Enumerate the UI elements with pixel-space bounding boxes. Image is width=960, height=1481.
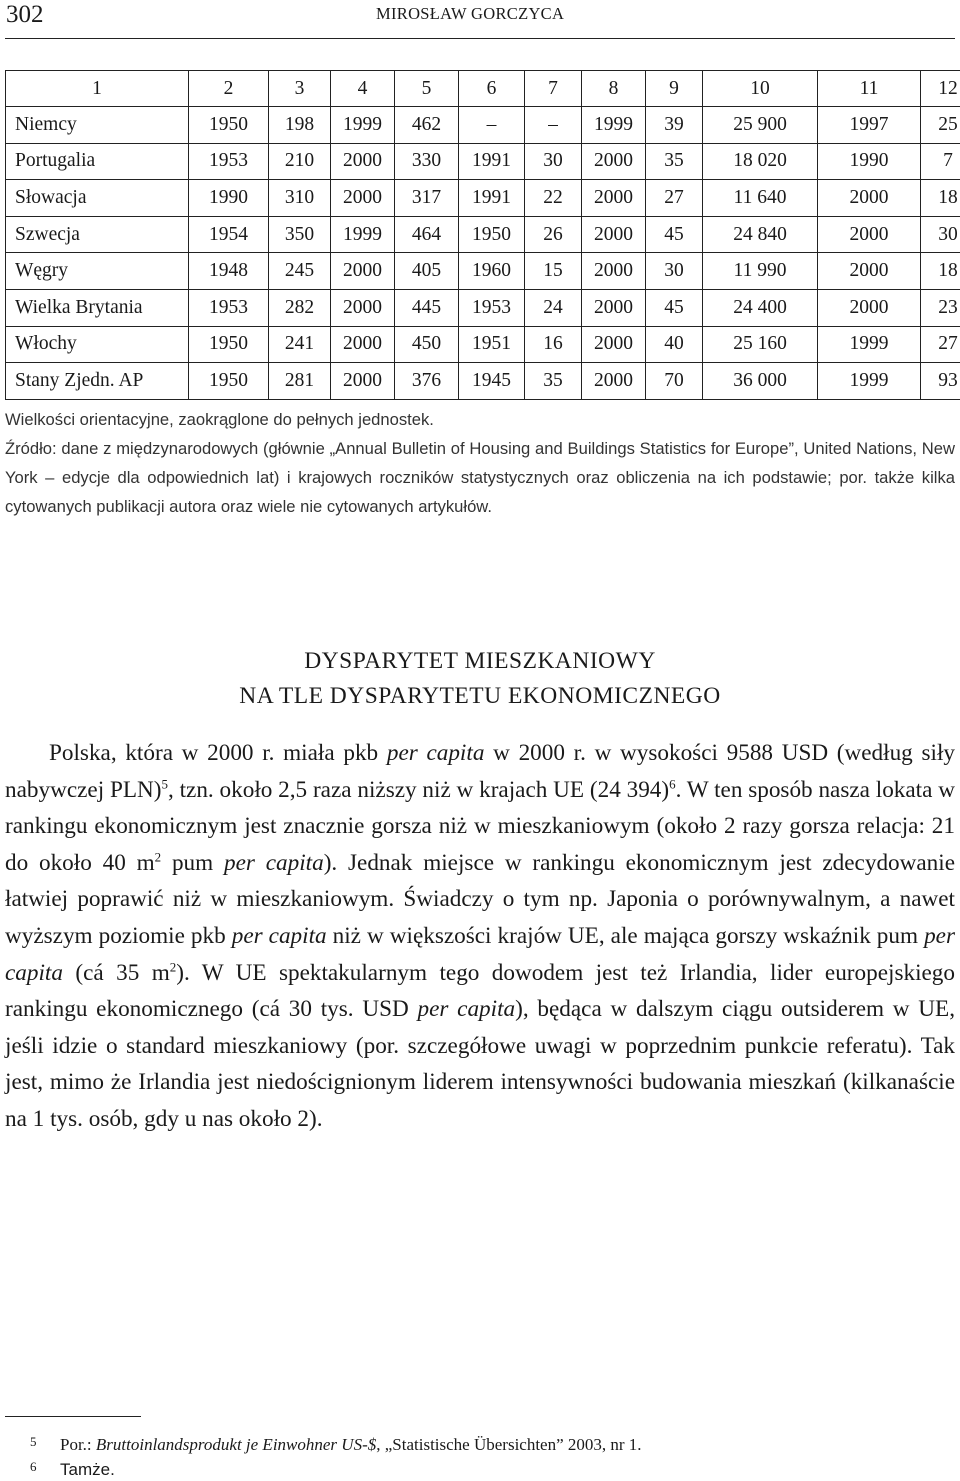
table-cell: 1950 (459, 216, 525, 253)
table-header-row (6, 71, 960, 107)
table-cell: 25 900 (703, 107, 818, 144)
table-cell: 4 (331, 71, 395, 107)
table-cell: 1999 (331, 216, 395, 253)
table-cell: 1999 (331, 107, 395, 144)
page-header (0, 0, 960, 40)
table-cell: 2000 (582, 253, 646, 290)
table-cell: 2 (189, 71, 269, 107)
table-cell: 310 (269, 180, 331, 217)
table-cell: 22 (525, 180, 582, 217)
table-cell: 2000 (582, 289, 646, 326)
body-paragraph: Polska, która w 2000 r. miała pkb per capita w 2000 r. w wysokości 9588 USD (według siły nabywczej PLN)$^5$, tzn. około 2,5 raza niższy niż w krajach UE (24 394)$^6$. W ten sposób nasza lokata w rankingu ekonomicznym jest znacznie gorsza niż w mieszkaniowym (około 2 razy gorsza relacja: 21 do około 40 $m^2$ pum per capita). Jednak miejsce w rankingu ekonomicznym jest zdecydowanie łatwiej poprawić niż w mieszkaniowym. Świadczy o tym np. Japonia o porównywalnym, a nawet wyższym poziomie pkb per capita niż w większości krajów UE, ale mająca gorszy wskaźnik pum per capita (cá 35 $m^2$). W UE spektakularnym tego dowodem jest też Irlandia, lider europejskiego rankingu ekonomicznego (cá 30 tys. USD per capita), będąca w dalszym ciągu outsiderem w UE, jeśli idzie o standard mieszkaniowy (por. szczegółowe uwagi w poprzednim punkcie referatu). Tak jest, mimo że Irlandia jest niedoścignionym liderem intensywności budowania mieszkań (kilkanaście na 1 tys. osób, gdy u nas około 2). (5, 740, 955, 1132)
table-cell: 241 (269, 326, 331, 363)
table-cell: 27 (646, 180, 703, 217)
footnote-5: 5 Por.: Bruttoinlandsprodukt je Einwohner US-$, „Statistische Übersichten” 2003, nr 1. (30, 1434, 642, 1454)
section-title-line-1: DYSPARYTET MIESZKANIOWY (304, 648, 656, 674)
table-cell: 282 (269, 289, 331, 326)
table-cell: 2000 (331, 363, 395, 400)
table-cell: 8 (582, 71, 646, 107)
table-cell: 7 (525, 71, 582, 107)
country-cell: Niemcy (6, 107, 189, 144)
country-cell: Stany Zjedn. AP (6, 363, 189, 400)
table-cell: 1999 (582, 107, 646, 144)
table-cell: 25 (921, 107, 960, 144)
table-cell: 1960 (459, 253, 525, 290)
table-cell: 24 840 (703, 216, 818, 253)
page-number: 302 (6, 1, 44, 28)
table-cell: 15 (525, 253, 582, 290)
table-cell: 1999 (818, 363, 921, 400)
table-cell: 1950 (189, 326, 269, 363)
table-cell: 7 (921, 143, 960, 180)
table-cell: 24 (525, 289, 582, 326)
table-cell: 39 (646, 107, 703, 144)
table-cell: 376 (395, 363, 459, 400)
table-row (6, 326, 960, 363)
country-cell: Wielka Brytania (6, 289, 189, 326)
section-title-line-2: NA TLE DYSPARYTETU EKONOMICZNEGO (239, 683, 721, 709)
table-row (6, 363, 960, 400)
table-cell: 23 (921, 289, 960, 326)
statistics-table (5, 70, 960, 400)
table-cell: 2000 (582, 180, 646, 217)
running-head: MIROSŁAW GORCZYCA (376, 4, 565, 23)
table-cell: 2000 (582, 216, 646, 253)
table-cell: 1991 (459, 180, 525, 217)
table-cell: 405 (395, 253, 459, 290)
table-cell: 2000 (331, 289, 395, 326)
footnote-rule (5, 1416, 141, 1417)
table-cell: 2000 (582, 143, 646, 180)
table-cell: 245 (269, 253, 331, 290)
table-cell: 2000 (331, 253, 395, 290)
table-cell: 2000 (331, 326, 395, 363)
table-cell: 198 (269, 107, 331, 144)
table-cell: 2000 (331, 180, 395, 217)
table-cell: 1999 (818, 326, 921, 363)
table-cell: 1953 (189, 143, 269, 180)
footnote-ref-6[interactable]: 6 (669, 775, 676, 791)
table-cell: 24 400 (703, 289, 818, 326)
country-cell: Włochy (6, 326, 189, 363)
table-cell: 2000 (818, 216, 921, 253)
table-cell: 1953 (189, 289, 269, 326)
table-cell: 18 (921, 180, 960, 217)
table-cell: 1990 (189, 180, 269, 217)
table-cell: 30 (525, 143, 582, 180)
table-cell: 35 (525, 363, 582, 400)
table-row (6, 107, 960, 144)
table-cell: 1953 (459, 289, 525, 326)
table-cell: 45 (646, 289, 703, 326)
table-cell: 281 (269, 363, 331, 400)
table-cell: – (459, 107, 525, 144)
table-cell: 93 (921, 363, 960, 400)
table-cell: 1945 (459, 363, 525, 400)
table-cell: 36 000 (703, 363, 818, 400)
table-cell: 2000 (582, 326, 646, 363)
table-cell: 12 (921, 71, 960, 107)
table-cell: 30 (921, 216, 960, 253)
table-cell: 445 (395, 289, 459, 326)
table-cell: 1 (6, 71, 189, 107)
table-cell: 70 (646, 363, 703, 400)
table-cell: 1991 (459, 143, 525, 180)
table-cell: 1951 (459, 326, 525, 363)
table-cell: 16 (525, 326, 582, 363)
table-cell: 30 (646, 253, 703, 290)
table-cell: 450 (395, 326, 459, 363)
table-row (6, 143, 960, 180)
table-cell: 3 (269, 71, 331, 107)
table-cell: 5 (395, 71, 459, 107)
table-cell: 2000 (818, 253, 921, 290)
table-cell: 11 640 (703, 180, 818, 217)
country-cell: Portugalia (6, 143, 189, 180)
table-cell: 45 (646, 216, 703, 253)
table-cell: 2000 (818, 289, 921, 326)
table-cell: 9 (646, 71, 703, 107)
table-cell: 2000 (331, 143, 395, 180)
footnote-ref-5[interactable]: 5 (161, 775, 168, 791)
table-cell: 27 (921, 326, 960, 363)
table-cell: 350 (269, 216, 331, 253)
table-row (6, 216, 960, 253)
table-cell: 18 020 (703, 143, 818, 180)
country-cell: Słowacja (6, 180, 189, 217)
table-cell: 25 160 (703, 326, 818, 363)
table-cell: 10 (703, 71, 818, 107)
table-cell: 1997 (818, 107, 921, 144)
table-row (6, 180, 960, 217)
header-rule (5, 38, 955, 39)
table-cell: 1990 (818, 143, 921, 180)
table-cell: 1948 (189, 253, 269, 290)
footnote-6: 6 Tamże. (30, 1459, 115, 1479)
country-cell: Węgry (6, 253, 189, 290)
table-row (6, 289, 960, 326)
table-cell: 2000 (818, 180, 921, 217)
table-row (6, 253, 960, 290)
table-note: Wielkości orientacyjne, zaokrąglone do pełnych jednostek. (5, 410, 434, 429)
table-cell: 317 (395, 180, 459, 217)
table-cell: 210 (269, 143, 331, 180)
table-cell: 35 (646, 143, 703, 180)
table-cell: 18 (921, 253, 960, 290)
table-cell: 330 (395, 143, 459, 180)
table-cell: 40 (646, 326, 703, 363)
country-cell: Szwecja (6, 216, 189, 253)
table-cell: – (525, 107, 582, 144)
table-cell: 6 (459, 71, 525, 107)
table-cell: 464 (395, 216, 459, 253)
source-note: Źródło: dane z międzynarodowych (głównie „Annual Bulletin of Housing and Buildings Statistics for Europe”, United Nations, New York – edycje dla odpowiednich lat) i krajowych roczników statystycznych oraz obliczenia na ich podstawie; por. także kilka cytowanych publikacji autora oraz wiele nie cytowanych artykułów. (5, 439, 955, 517)
table-cell: 11 990 (703, 253, 818, 290)
table-cell: 1954 (189, 216, 269, 253)
table-cell: 2000 (582, 363, 646, 400)
table-cell: 1950 (189, 363, 269, 400)
table-cell: 1950 (189, 107, 269, 144)
table-cell: 26 (525, 216, 582, 253)
table-cell: 11 (818, 71, 921, 107)
table-cell: 462 (395, 107, 459, 144)
